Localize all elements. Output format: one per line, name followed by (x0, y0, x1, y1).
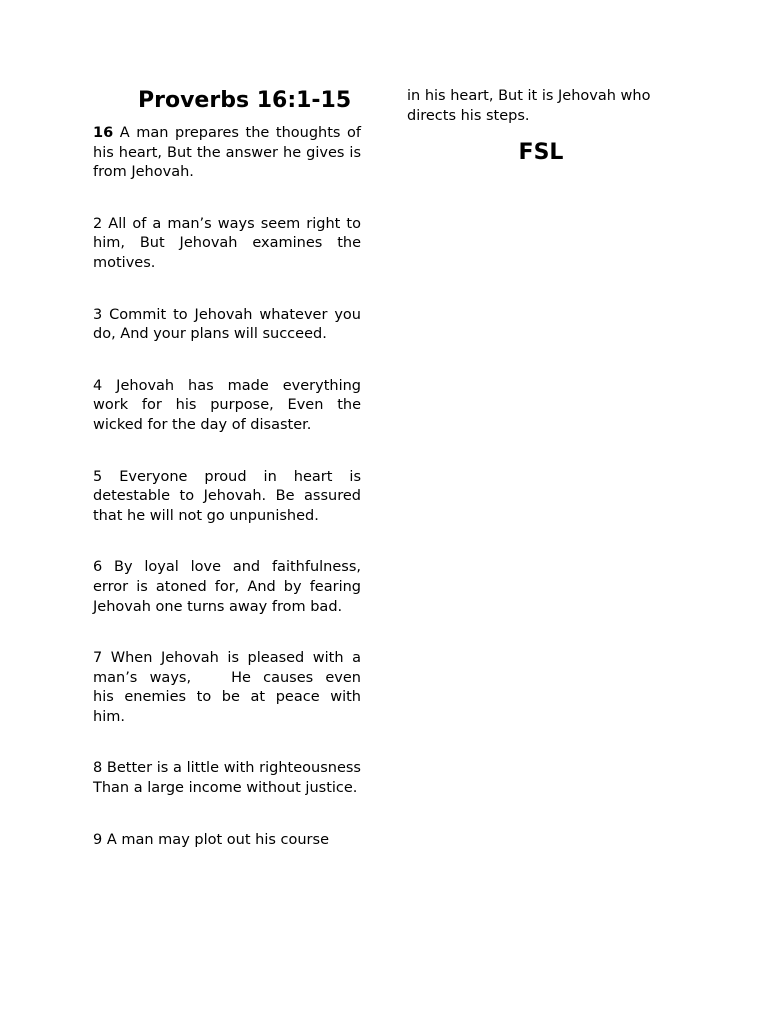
chapter-number: 16 (93, 125, 114, 141)
verse-text: A man may plot out his course (102, 831, 329, 848)
verse-text: All of a man’s ways seem right to him, But Jehovah examines the motives. (93, 215, 361, 271)
verse (93, 558, 361, 617)
verse-text: He causes even his enemies to be at peace with him. (93, 669, 361, 725)
verse-number: 8 (93, 760, 103, 777)
verse-text: A man prepares the thoughts of his heart, But the answer he gives is from Jehovah. (93, 125, 361, 181)
page-title: Proverbs 16:1-15 (138, 88, 352, 113)
verse-number: 9 (93, 831, 103, 848)
verse-text: Everyone proud in heart is detestable to Jehovah. Be assured that he will not go unpunished. (93, 468, 361, 524)
verse-text: Jehovah has made everything work for his purpose, Even the wicked for the day of disaster. (93, 377, 361, 433)
verse (93, 468, 361, 527)
verse (93, 124, 361, 183)
right-column (407, 86, 675, 167)
verse-text: When Jehovah is pleased with a man’s ways, (93, 650, 361, 686)
verse-number: 5 (93, 468, 103, 485)
verse (93, 831, 361, 851)
verse (93, 377, 361, 436)
verse-continuation: in his heart, But it is Jehovah who directs his steps. (407, 88, 651, 124)
section-heading: FSL (518, 140, 564, 166)
verse (93, 306, 361, 345)
verse-text: Better is a little with righteousness Than a large income without justice. (93, 760, 361, 797)
verse (93, 759, 361, 798)
left-column (93, 86, 361, 850)
verse (93, 215, 361, 274)
verse-number: 2 (93, 215, 103, 232)
verse-text: By loyal love and faithfulness, error is atoned for, And by fearing Jehovah one turns away from bad. (93, 559, 361, 615)
verse-number: 6 (93, 559, 103, 576)
verse-number: 4 (93, 377, 103, 394)
verse (93, 649, 361, 727)
verse-number: 3 (93, 306, 103, 323)
verse-number: 7 (93, 650, 103, 667)
verse-text: Commit to Jehovah whatever you do, And your plans will succeed. (93, 306, 361, 343)
